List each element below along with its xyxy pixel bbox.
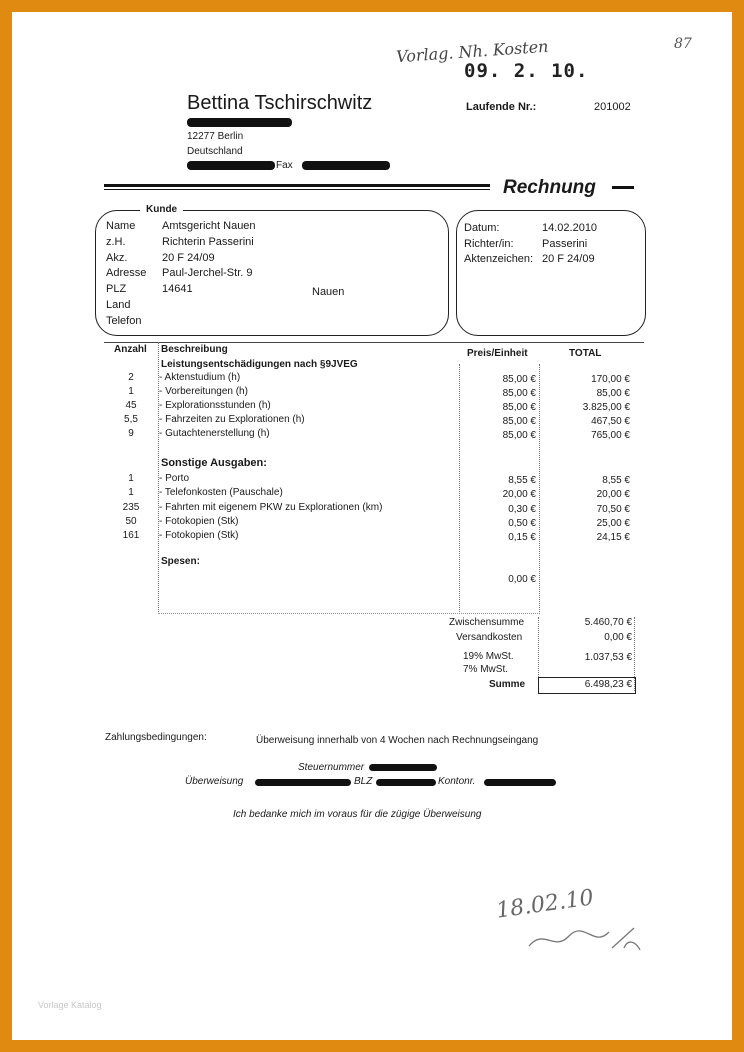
address-country: Deutschland bbox=[187, 146, 243, 157]
title-rule-end bbox=[612, 186, 634, 189]
invoice-info-label: Datum: bbox=[464, 222, 500, 234]
row-description: - Porto bbox=[159, 473, 190, 484]
customer-field-value: Amtsgericht Nauen bbox=[162, 220, 256, 232]
row-unit-price: 85,00 € bbox=[502, 416, 536, 427]
title-rule-thin bbox=[104, 189, 490, 190]
redacted-street bbox=[187, 118, 292, 127]
handwritten-date: 18.02.10 bbox=[494, 885, 596, 924]
row-quantity: 9 bbox=[128, 428, 134, 439]
redacted-tax-number bbox=[369, 764, 437, 771]
row-total: 765,00 € bbox=[591, 430, 630, 441]
row-description: - Fahrten mit eigenem PKW zu Explorationen (km) bbox=[159, 501, 383, 513]
address-city: 12277 Berlin bbox=[187, 131, 244, 142]
handwritten-corner-number: 87 bbox=[674, 36, 692, 52]
redacted-phone bbox=[187, 161, 275, 170]
row-unit-price: 20,00 € bbox=[502, 489, 536, 501]
row-total: 170,00 € bbox=[591, 374, 630, 385]
invoice-info-value: 20 F 24/09 bbox=[542, 253, 595, 265]
handwritten-note: Vorlag. Nh. Kosten bbox=[395, 36, 549, 67]
customer-field-value: 20 F 24/09 bbox=[162, 251, 215, 264]
invoice-number: 201002 bbox=[594, 101, 631, 113]
column-header-description: Beschreibung bbox=[161, 344, 228, 355]
redacted-bank-name bbox=[255, 779, 351, 786]
row-total: 20,00 € bbox=[596, 489, 630, 501]
company-name: Bettina Tschirschwitz bbox=[187, 92, 373, 114]
document-title: Rechnung bbox=[503, 177, 596, 198]
row-quantity: 235 bbox=[122, 501, 140, 513]
row-description: - Aktenstudium (h) bbox=[159, 372, 241, 383]
customer-field-value: Richterin Passerini bbox=[162, 235, 254, 248]
row-unit-price: 85,00 € bbox=[502, 388, 536, 399]
customer-section-label: Kunde bbox=[140, 204, 183, 215]
section-title-other-expenses: Sonstige Ausgaben: bbox=[161, 457, 267, 469]
section-title-services: Leistungsentschädigungen nach §9JVEG bbox=[161, 359, 358, 370]
customer-field-label: Land bbox=[106, 299, 131, 311]
table-bottom-border bbox=[158, 613, 538, 614]
row-total: 85,00 € bbox=[596, 388, 630, 399]
redacted-blz bbox=[376, 779, 436, 786]
invoice-info-label: Richter/in: bbox=[464, 237, 514, 250]
redacted-fax bbox=[302, 161, 390, 170]
fax-label: Fax bbox=[276, 160, 293, 171]
row-unit-price: 8,55 € bbox=[508, 475, 536, 486]
unit-column-divider-right bbox=[539, 364, 540, 614]
row-total: 70,50 € bbox=[596, 503, 630, 515]
row-quantity: 2 bbox=[128, 372, 134, 383]
customer-field-label: Name bbox=[106, 220, 136, 232]
row-unit-price: 0,50 € bbox=[508, 517, 536, 529]
watermark: Vorlage Katalog bbox=[38, 1000, 102, 1010]
invoice-info-value: 14.02.2010 bbox=[542, 222, 598, 234]
section-title-spesen: Spesen: bbox=[161, 556, 200, 567]
sum-label: Summe bbox=[489, 679, 526, 690]
vat7-label: 7% MwSt. bbox=[463, 664, 509, 675]
table-top-border bbox=[104, 342, 644, 343]
row-description: - Vorbereitungen (h) bbox=[159, 386, 248, 397]
payment-terms-label: Zahlungsbedingungen: bbox=[105, 732, 207, 743]
invoice-number-label: Laufende Nr.: bbox=[466, 101, 537, 113]
row-quantity: 45 bbox=[125, 400, 137, 411]
row-description: - Explorationsstunden (h) bbox=[159, 400, 271, 411]
column-header-unit-price: Preis/Einheit bbox=[467, 348, 528, 359]
row-quantity: 1 bbox=[128, 487, 134, 499]
row-description: - Fotokopien (Stk) bbox=[159, 515, 239, 527]
customer-field-label: Telefon bbox=[106, 314, 142, 327]
column-header-qty: Anzahl bbox=[114, 344, 147, 355]
row-quantity: 50 bbox=[125, 515, 137, 527]
row-description: - Telefonkosten (Pauschale) bbox=[159, 487, 283, 499]
column-header-total: TOTAL bbox=[569, 348, 602, 359]
row-total: 25,00 € bbox=[596, 517, 630, 529]
row-quantity: 5,5 bbox=[124, 414, 138, 425]
vat19-value: 1.037,53 € bbox=[584, 652, 632, 663]
row-quantity: 1 bbox=[128, 473, 134, 484]
customer-field-label: PLZ bbox=[106, 283, 127, 296]
tax-number-label: Steuernummer bbox=[298, 762, 365, 773]
row-unit-price: 0,15 € bbox=[508, 532, 536, 544]
customer-field-label: Akz. bbox=[106, 251, 128, 264]
invoice-info-value: Passerini bbox=[542, 237, 588, 250]
thank-you-note: Ich bedanke mich im voraus für die zügige Überweisung bbox=[233, 809, 482, 820]
invoice-info-label: Aktenzeichen: bbox=[464, 253, 534, 265]
row-quantity: 1 bbox=[128, 386, 134, 397]
row-unit-price: 85,00 € bbox=[502, 430, 536, 441]
row-description: - Gutachtenerstellung (h) bbox=[159, 428, 270, 439]
subtotal-label: Zwischensumme bbox=[449, 617, 525, 628]
vat19-label: 19% MwSt. bbox=[463, 651, 514, 662]
redacted-account-number bbox=[484, 779, 556, 786]
transfer-label: Überweisung bbox=[185, 776, 244, 787]
customer-field-label: z.H. bbox=[106, 235, 126, 248]
row-total: 467,50 € bbox=[591, 416, 630, 427]
row-total: 3.825,00 € bbox=[582, 402, 630, 413]
row-description: - Fahrzeiten zu Explorationen (h) bbox=[159, 414, 305, 425]
invoice-page bbox=[12, 12, 732, 1040]
shipping-label: Versandkosten bbox=[456, 632, 523, 643]
shipping-value: 0,00 € bbox=[604, 632, 632, 643]
row-total: 8,55 € bbox=[602, 475, 630, 486]
subtotal-value: 5.460,70 € bbox=[584, 617, 632, 628]
date-stamp: 09. 2. 10. bbox=[464, 60, 589, 82]
customer-city: Nauen bbox=[312, 286, 345, 298]
row-unit-price: 85,00 € bbox=[502, 374, 536, 385]
signature-scribble bbox=[524, 918, 644, 958]
payment-terms-text: Überweisung innerhalb von 4 Wochen nach Rechnungseingang bbox=[256, 735, 539, 746]
title-rule bbox=[104, 184, 490, 187]
sum-value: 6.498,23 € bbox=[584, 679, 632, 690]
customer-box bbox=[95, 210, 449, 336]
customer-field-value: Paul-Jerchel-Str. 9 bbox=[162, 267, 253, 280]
row-unit-price: 0,30 € bbox=[508, 503, 536, 515]
customer-field-label: Adresse bbox=[106, 267, 147, 280]
customer-field-value: 14641 bbox=[162, 283, 193, 296]
spesen-value: 0,00 € bbox=[508, 574, 536, 585]
row-quantity: 161 bbox=[122, 530, 140, 542]
row-total: 24,15 € bbox=[596, 532, 630, 544]
row-description: - Fotokopien (Stk) bbox=[159, 530, 239, 542]
blz-label: BLZ bbox=[354, 776, 373, 787]
account-label: Kontonr. bbox=[438, 776, 476, 787]
row-unit-price: 85,00 € bbox=[502, 402, 536, 413]
